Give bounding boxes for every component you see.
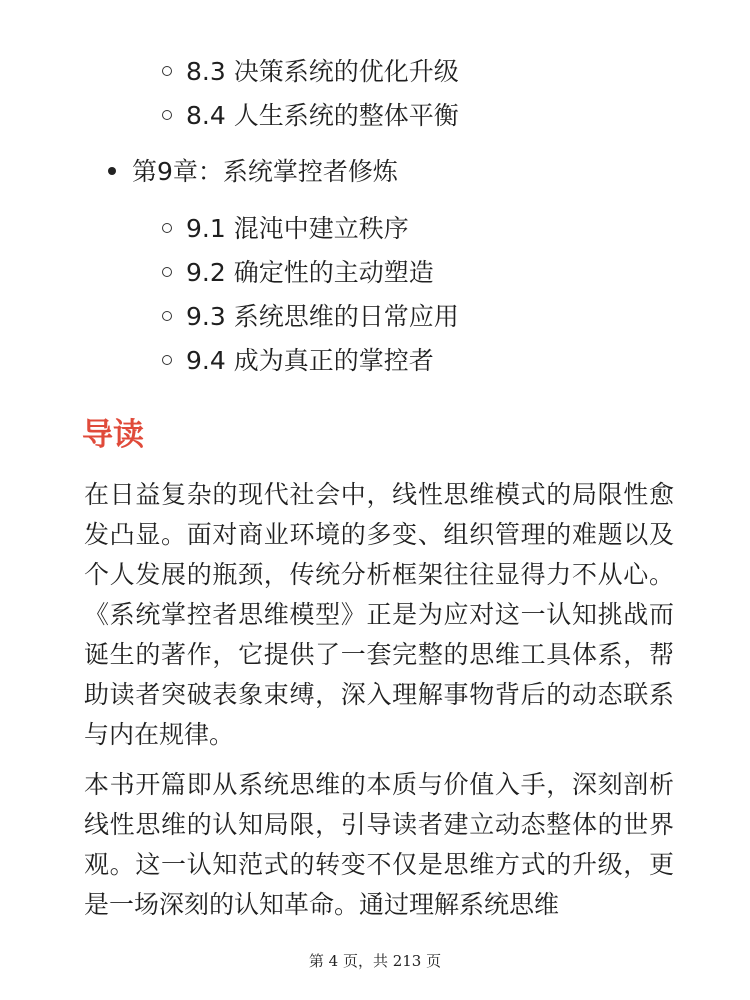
subsection-label: 9.1 混沌中建立秩序 — [186, 214, 409, 243]
hollow-circle-bullet-icon — [162, 311, 172, 321]
chapter8-subsection-list — [162, 50, 459, 138]
chapter-title: 第9章：系统掌控者修炼 — [132, 157, 398, 186]
chapter-9-entry — [108, 150, 398, 194]
list-item — [162, 295, 459, 339]
subsection-label: 8.3 决策系统的优化升级 — [186, 57, 459, 86]
hollow-circle-bullet-icon — [162, 223, 172, 233]
page-number-footer: 第 4 页，共 213 页 — [308, 952, 442, 970]
list-item — [162, 251, 459, 295]
hollow-circle-bullet-icon — [162, 267, 172, 277]
list-item — [162, 94, 459, 138]
subsection-label: 9.2 确定性的主动塑造 — [186, 258, 434, 287]
hollow-circle-bullet-icon — [162, 355, 172, 365]
hollow-circle-bullet-icon — [162, 66, 172, 76]
subsection-label: 9.3 系统思维的日常应用 — [186, 302, 459, 331]
list-item — [162, 207, 459, 251]
filled-dot-bullet-icon — [108, 167, 116, 175]
intro-paragraph: 在日益复杂的现代社会中，线性思维模式的局限性愈发凸显。面对商业环境的多变、组织管理的难题以及个人发展的瓶颈，传统分析框架往往显得力不从心。《系统掌控者思维模型》正是为应对这一认知挑战而诞生的著作，它提供了一套完整的思维工具体系，帮助读者突破表象束缚，深入理解事物背后的动态联系与内在规律。 — [84, 480, 674, 749]
list-item — [162, 339, 459, 383]
subsection-label: 9.4 成为真正的掌控者 — [186, 346, 434, 375]
section-heading: 导读 — [82, 417, 144, 453]
subsection-label: 8.4 人生系统的整体平衡 — [186, 101, 459, 130]
hollow-circle-bullet-icon — [162, 110, 172, 120]
list-item — [162, 50, 459, 94]
intro-paragraph: 本书开篇即从系统思维的本质与价值入手，深刻剖析线性思维的认知局限，引导读者建立动态整体的世界观。这一认知范式的转变不仅是思维方式的升级，更是一场深刻的认知革命。通过理解系统思维 — [84, 770, 674, 919]
chapter9-subsection-list — [162, 207, 459, 383]
